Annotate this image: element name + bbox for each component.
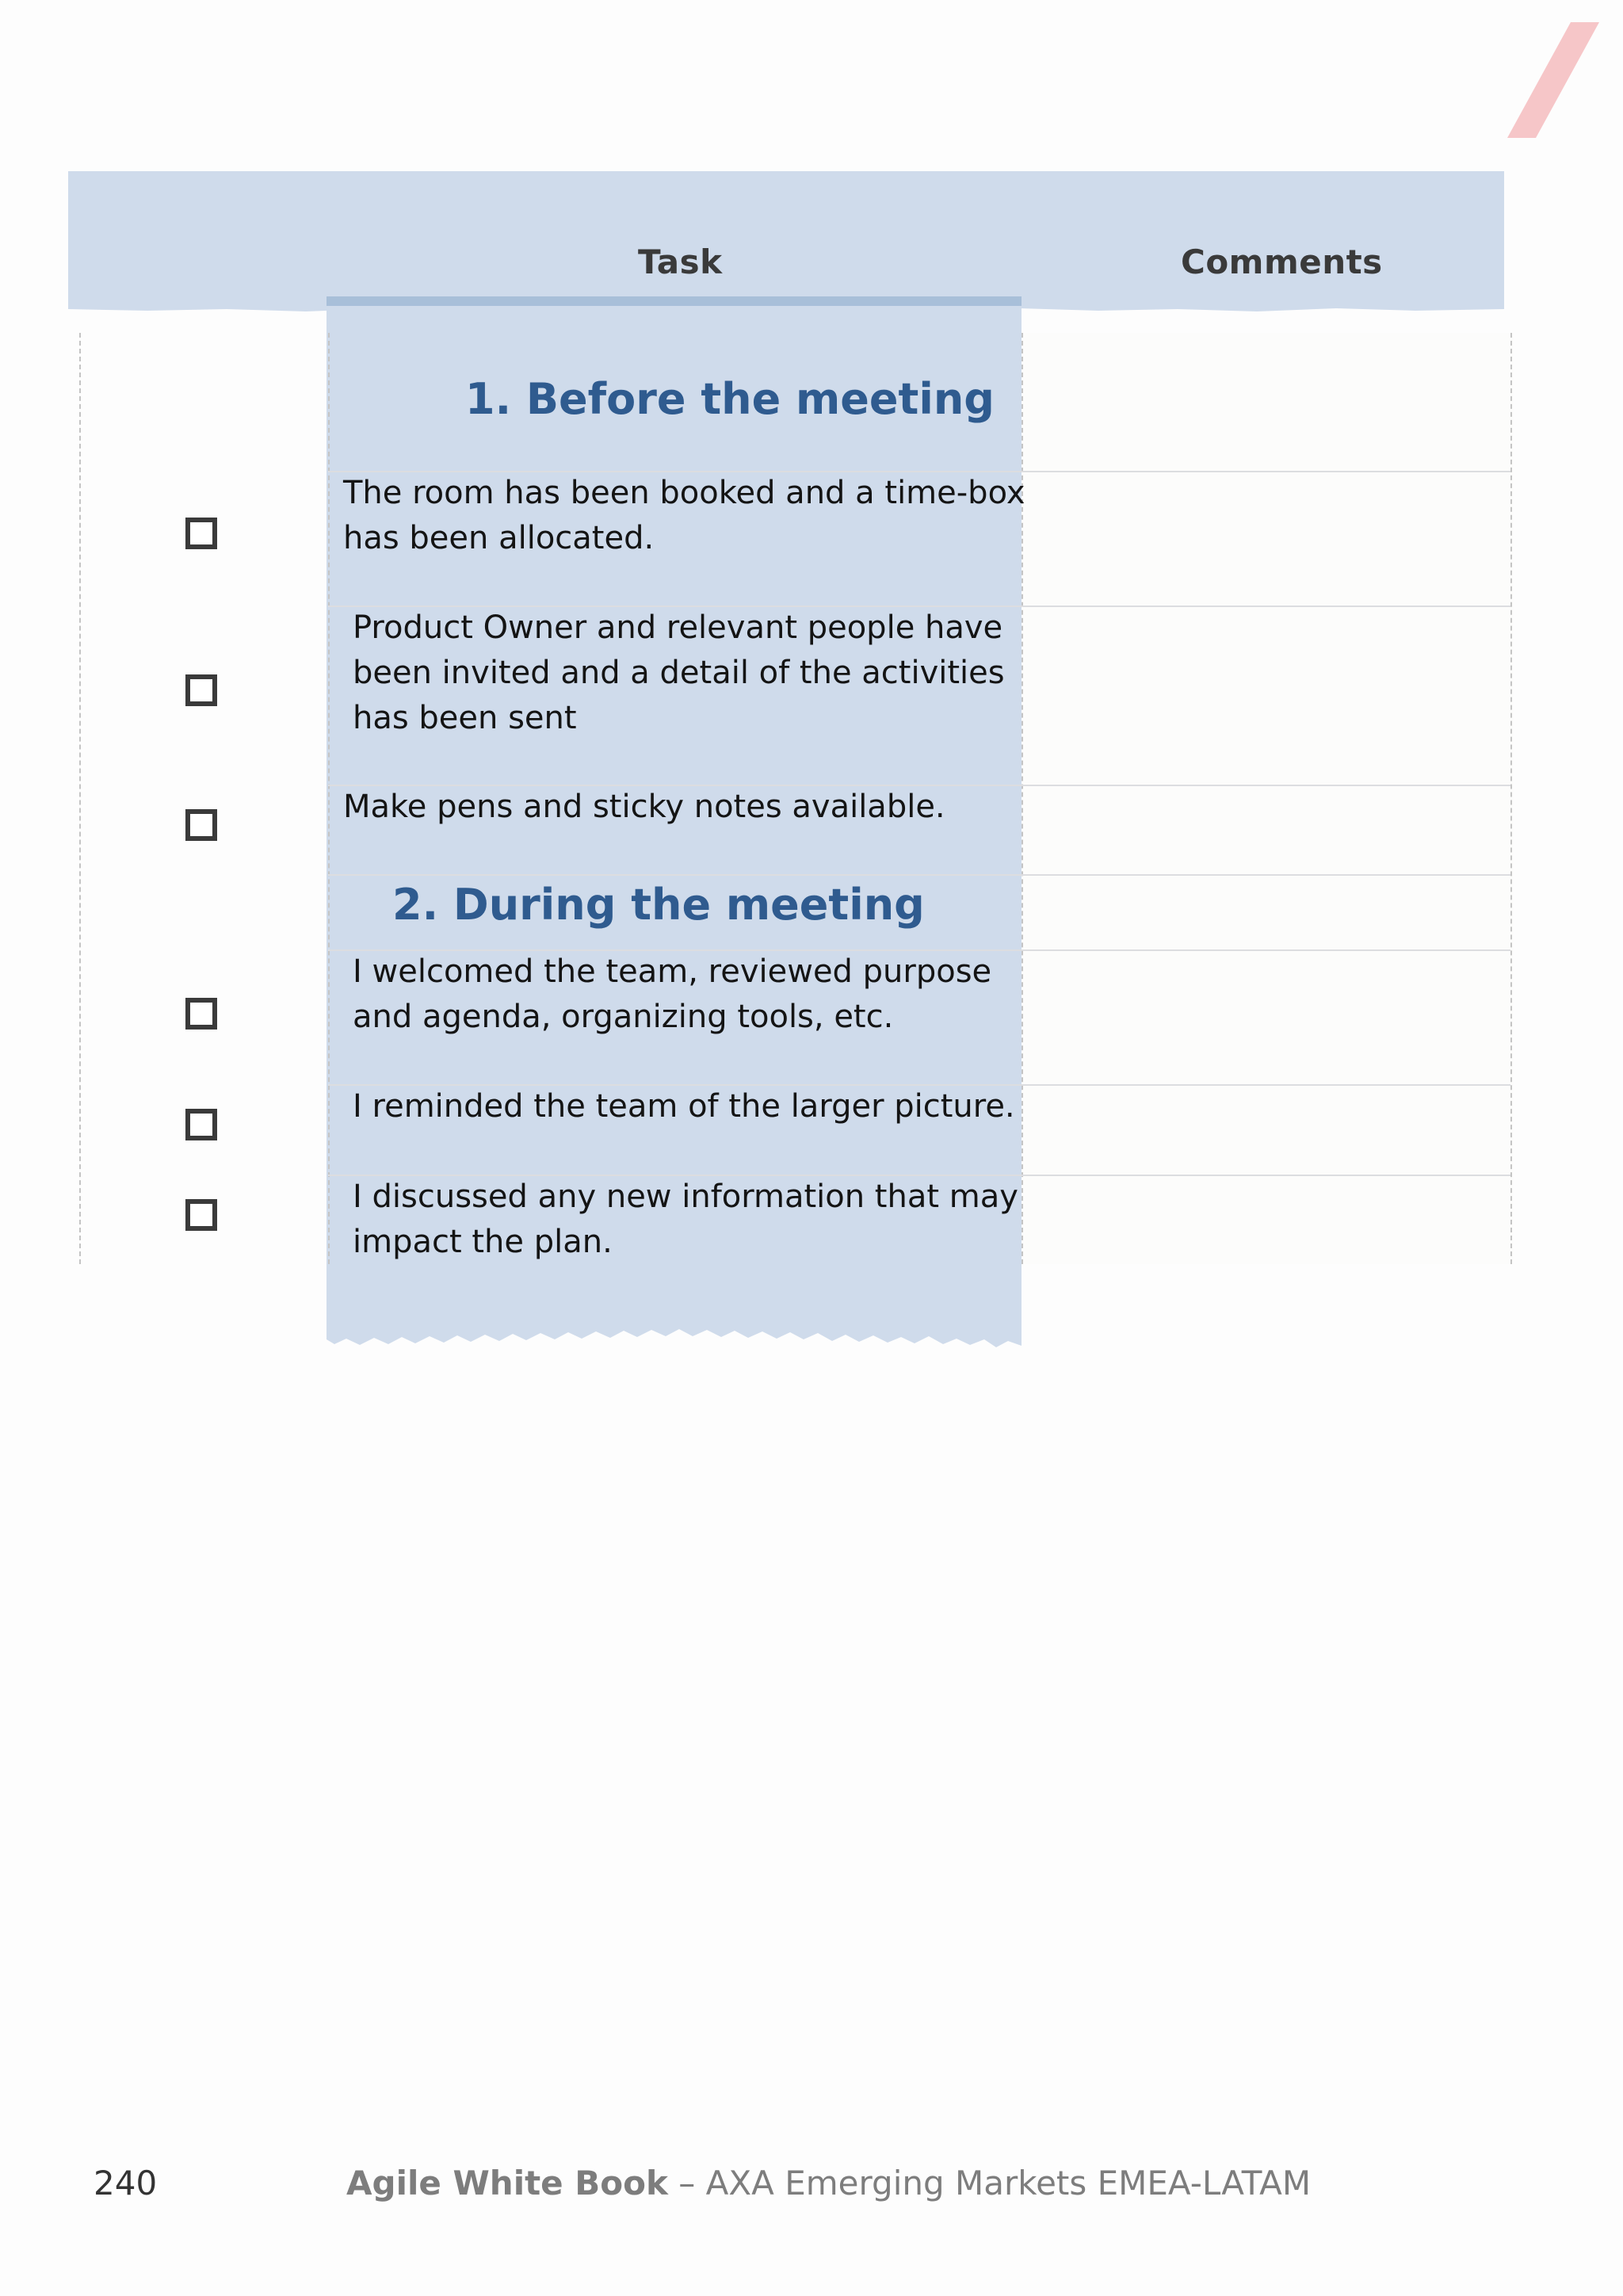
footer-separator: – — [667, 2164, 706, 2202]
task-column-torn-edge — [327, 1300, 1022, 1347]
task-left-border — [328, 333, 330, 1264]
task-checkbox[interactable] — [185, 518, 217, 549]
table-right-border — [1510, 333, 1512, 1264]
section-heading-before-meeting: 1. Before the meeting — [465, 374, 995, 424]
task-checkbox[interactable] — [185, 998, 217, 1030]
section-heading-during-meeting: 2. During the meeting — [392, 880, 925, 930]
task-item-room-booked: The room has been booked and a time-box has been allocated. — [343, 475, 1025, 556]
comments-column — [1022, 333, 1514, 1264]
task-item-people-invited: Product Owner and relevant people have been invited and a detail of the activities has been sent — [353, 609, 1005, 736]
task-item-welcomed-team: I welcomed the team, reviewed purpose and agenda, organizing tools, etc. — [353, 953, 992, 1035]
task-checkbox[interactable] — [185, 674, 217, 706]
row-divider — [328, 874, 1510, 876]
table-header-band — [68, 171, 1504, 308]
column-header-comments: Comments — [1181, 243, 1383, 281]
decorative-corner-stripe — [0, 0, 1623, 159]
task-item-larger-picture: I reminded the team of the larger picture. — [353, 1088, 1015, 1125]
footer-subtitle: AXA Emerging Markets EMEA-LATAM — [705, 2164, 1312, 2202]
task-column-top-bar — [327, 296, 1022, 306]
task-checkbox[interactable] — [185, 1199, 217, 1231]
column-header-task: Task — [638, 243, 723, 281]
task-checkbox[interactable] — [185, 1109, 217, 1140]
task-checkbox[interactable] — [185, 809, 217, 841]
footer-title — [346, 2164, 1311, 2202]
footer-book-title: Agile White Book — [346, 2164, 668, 2202]
page-number: 240 — [94, 2164, 158, 2202]
table-left-border — [79, 333, 81, 1264]
task-item-pens-notes: Make pens and sticky notes available. — [343, 789, 945, 825]
task-item-new-information: I discussed any new information that may impact the plan. — [353, 1179, 1018, 1260]
